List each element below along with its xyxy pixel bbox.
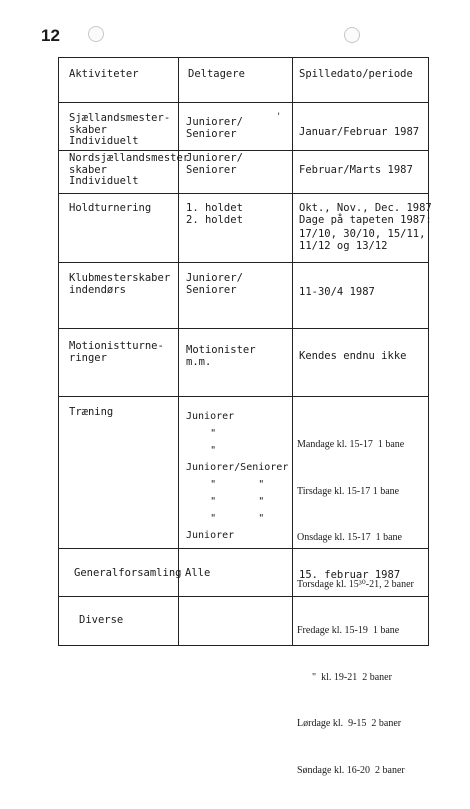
row-activity: Holdturnering [69,202,152,214]
header-activity: Aktiviteter [69,68,139,80]
schedule-line: Søndage kl. 16-20 2 baner [297,764,405,776]
row-date: 11-30/4 1987 [299,286,375,298]
schedule-line: Torsdage kl. 15³⁰-21, 2 baner [297,578,414,590]
row-participants: Juniorer/ Seniorer [186,272,243,296]
table-rule [58,396,429,397]
training-participants: Juniorer " " Juniorer/Seniorer " " " " " " Juniorer [186,411,289,541]
row-activity: Motionistturne- ringer [69,340,164,364]
table-rule [292,57,293,646]
row-activity: Diverse [79,614,124,626]
row-activity: Klubmesterskaber indendørs [69,272,171,296]
header-participants: Deltagere [188,68,245,80]
row-activity: Træning [69,406,114,418]
row-participants: Juniorer/ Seniorer [186,116,243,140]
schedule-line: " kl. 19-21 2 baner [297,671,392,683]
row-participants: Alle [185,567,211,579]
schedule-line: Fredage kl. 15-19 1 bane [297,625,400,636]
row-activity: Sjællandsmester- skaber Individuelt [69,112,171,147]
row-date: Okt., Nov., Dec. 1987 Dage på tapeten 1987: [299,202,432,226]
row-activity: Generalforsamling [74,567,182,579]
schedule-line: Mandage kl. 15-17 1 bane [297,439,405,450]
row-participants: 1. holdet 2. holdet [186,202,243,226]
row-date: Kendes endnu ikke [299,350,407,362]
table-rule [58,102,429,103]
schedule-line: Lørdage kl. 9-15 2 baner [297,718,402,729]
row-date: 15. februar 1987 [299,569,401,581]
table-rule [428,57,429,646]
table-rule [58,262,429,263]
table-rule [58,57,59,646]
row-date: Januar/Februar 1987 [299,126,420,138]
schedule-line: Tirsdage kl. 15-17 1 bane [297,485,400,497]
punch-hole-left [88,26,104,42]
row-date-extra: 17/10, 30/10, 15/11, 11/12 og 13/12 [299,228,426,252]
table-rule [58,57,429,58]
table-rule [58,193,429,194]
row-participants: Juniorer/ Seniorer [186,152,243,176]
training-schedule [297,406,414,809]
header-date: Spilledato/periode [299,68,413,80]
table-rule [58,328,429,329]
table-rule [178,57,179,646]
row-date: Februar/Marts 1987 [299,164,413,176]
page-number: 12 [41,26,60,45]
row-activity: Nordsjællandsmester skaber Individuelt [69,152,190,187]
schedule-line: Onsdage kl. 15-17 1 bane [297,532,402,543]
row-participants: Motionister m.m. [186,344,256,368]
activity-table [58,57,432,776]
table-rule [58,150,429,151]
tick-mark: ' [276,112,282,122]
punch-hole-right [344,27,360,43]
